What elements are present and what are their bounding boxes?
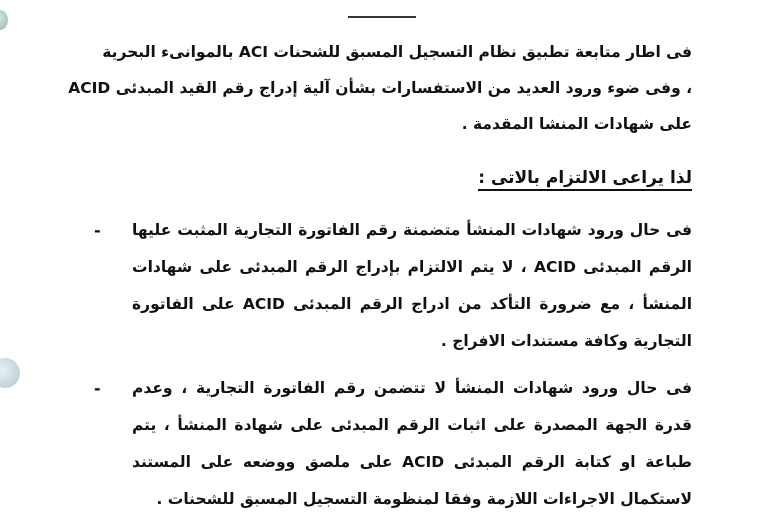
list-item <box>94 212 693 360</box>
divider <box>348 16 416 18</box>
intro-line-3: على شهادات المنشا المقدمة . <box>461 115 692 133</box>
list-item-text: فى حال ورود شهادات المنشأ لا تتضمن رقم الفاتورة التجارية ، وعدم قدرة الجهة المصدرة على اثبات الرقم المبدئى على شهادة المنشأ ، يتم طباعة او كتابة الرقم المبدئى ACID على ملصق ووضعه على المستند لاستكمال الاجراءات اللازمة وفقا لمنظومة التسجيل المسبق للشحنات . <box>132 379 692 508</box>
intro-line-1-text: تطبيق نظام التسجيل المسبق للشحنات ACI بالموانىء البحرية <box>102 43 575 61</box>
intro-paragraph <box>68 34 692 142</box>
list-item-text: فى حال ورود شهادات المنشأ متضمنة رقم الفاتورة التجارية المثبت عليها الرقم المبدئى ACID ، لا يتم الالتزام بإدراج الرقم المبدئى على شهادات المنشأ ، مع ضرورة التأكد من ادراج الرقم المبدئى ACID على الفاتورة التجارية وكافة مستندات الافراج . <box>132 221 693 350</box>
bullet-dash: - <box>94 221 101 240</box>
list-item <box>94 370 692 518</box>
intro-line-2: ، وفى ضوء ورود العديد من الاستفسارات بشأن آلية إدراج رقم القيد المبدئى ACID <box>68 79 692 97</box>
scan-mark <box>0 10 8 30</box>
intro-lead: فى اطار متابعة <box>575 43 692 61</box>
scan-mark <box>0 358 20 388</box>
section-heading: لذا يراعى الالتزام بالاتى : <box>478 168 692 191</box>
bullet-dash: - <box>94 379 101 398</box>
intro-line-1 <box>68 34 692 70</box>
